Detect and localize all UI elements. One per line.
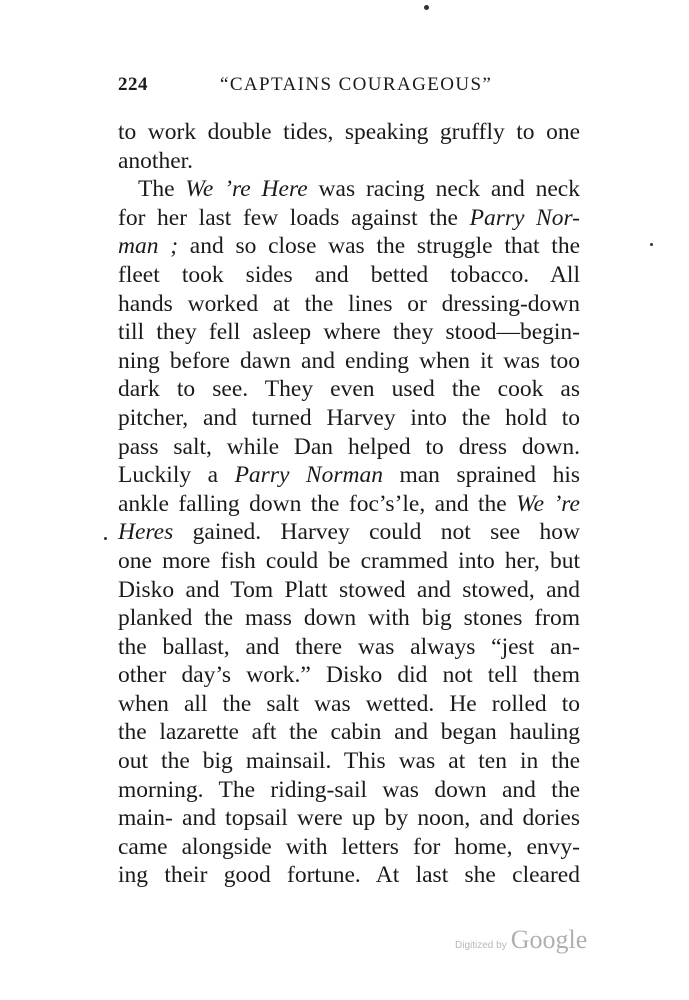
ink-speck — [424, 5, 429, 10]
ink-speck — [650, 243, 653, 246]
text-line: Heres gained. Harvey could not see how — [118, 519, 580, 546]
text-line: hands worked at the lines or dressing-down — [118, 290, 580, 317]
page-number: 224 — [118, 74, 148, 95]
text-line: the ballast, and there was always “jest an- — [118, 633, 580, 660]
running-title: “CAPTAINS COURAGEOUS” — [220, 74, 493, 95]
text-line: Disko and Tom Platt stowed and stowed, and — [118, 576, 580, 603]
body-text — [118, 118, 580, 890]
text-line: out the big mainsail. This was at ten in the — [118, 748, 580, 775]
ink-speck — [104, 537, 107, 540]
digitized-watermark — [455, 925, 587, 955]
text-line: main- and topsail were up by noon, and dories — [118, 805, 580, 832]
text-line: ning before dawn and ending when it was too — [118, 347, 580, 374]
text-line: Luckily a Parry Norman man sprained his — [118, 462, 580, 489]
text-line: The We ’re Here was racing neck and neck — [138, 176, 580, 203]
text-line: to work double tides, speaking gruffly to one — [118, 119, 580, 145]
text-line: man ; and so close was the struggle that the — [118, 233, 581, 260]
text-line: till they fell asleep where they stood—begin- — [118, 319, 580, 346]
page-header — [118, 74, 588, 102]
text-line: another. — [118, 147, 194, 174]
text-line: came alongside with letters for home, envy- — [118, 833, 580, 860]
watermark-prefix: Digitized by — [455, 940, 507, 951]
text-line: pass salt, while Dan helped to dress down. — [118, 433, 580, 460]
text-line: one more fish could be crammed into her, but — [118, 547, 580, 574]
text-line: for her last few loads against the Parry Nor- — [118, 204, 580, 231]
text-line: dark to see. They even used the cook as — [118, 376, 580, 403]
text-line: morning. The riding-sail was down and the — [118, 776, 580, 803]
text-line: other day’s work.” Disko did not tell them — [118, 662, 580, 689]
text-line: the lazarette aft the cabin and began hauling — [118, 719, 580, 746]
text-line: ing their good fortune. At last she cleared — [118, 862, 580, 889]
google-logo: Google — [510, 925, 588, 954]
text-line: planked the mass down with big stones from — [118, 605, 580, 632]
text-line: fleet took sides and betted tobacco. All — [118, 261, 580, 288]
text-line: ankle falling down the foc’s’le, and the We ’re — [118, 490, 580, 517]
text-line: pitcher, and turned Harvey into the hold to — [118, 404, 580, 431]
text-line: when all the salt was wetted. He rolled to — [118, 690, 580, 717]
